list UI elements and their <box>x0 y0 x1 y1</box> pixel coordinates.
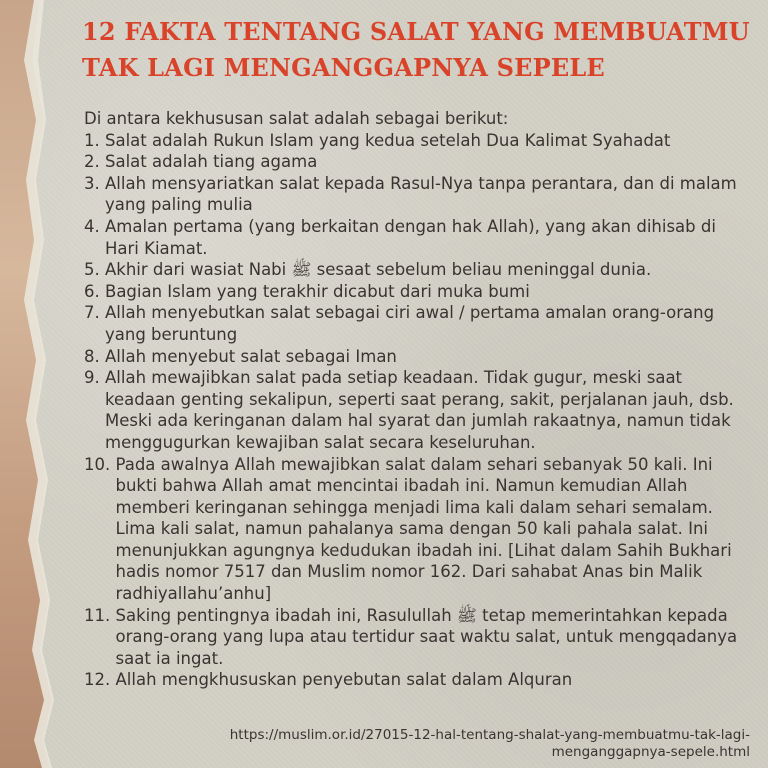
item-text: Pada awalnya Allah mewajibkan salat dalam sehari sebanyak 50 kali. Ini bukti bahwa Allah amat mencintai ibadah ini. Namun kemudian Allah memberi keringanan sehingga menjadi lima kali dalam sehari semalam. Lima kali salat, namun pahalanya sama dengan 50 kali pahala salat. Ini menunjukkan agungnya kedudukan ibadah ini. [Lihat dalam Sahih Bukhari hadis nomor 7517 dan Muslim nomor 162. Dari sahabat Anas bin Malik radhiyallahu’anhu] <box>115 454 732 604</box>
item-number: 12. <box>84 670 116 690</box>
title-line-2: TAK LAGI MENGANGGAPNYA SEPELE <box>82 53 605 82</box>
list-item <box>84 367 744 453</box>
item-text: Amalan pertama (yang berkaitan dengan hak Allah), yang akan dihisab di Hari Kiamat. <box>105 216 716 258</box>
list-item <box>84 130 744 152</box>
item-number: 2. <box>84 152 105 172</box>
intro-text: Di antara kekhususan salat adalah sebagai berikut: <box>84 109 509 128</box>
list-item <box>84 173 744 216</box>
item-text: Akhir dari wasiat Nabi ﷺ sesaat sebelum beliau meninggal dunia. <box>105 260 652 280</box>
page-title <box>82 14 762 86</box>
item-number: 8. <box>84 346 105 366</box>
item-text: Salat adalah tiang agama <box>105 152 318 172</box>
source-url-line-2: menganggapnya-sepele.html <box>551 744 750 760</box>
list-item <box>84 281 744 303</box>
source-url-line-1: https://muslim.or.id/27015-12-hal-tentang-shalat-yang-membuatmu-tak-lagi- <box>229 727 750 743</box>
item-number: 4. <box>84 216 105 236</box>
item-text: Allah mensyariatkan salat kepada Rasul-Nya tanpa perantara, dan di malam yang paling mulia <box>105 173 737 215</box>
item-text: Allah mengkhususkan penyebutan salat dalam Alquran <box>115 670 573 690</box>
list-item <box>84 346 744 368</box>
item-text: Allah mewajibkan salat pada setiap keadaan. Tidak gugur, meski saat keadaan genting sekalipun, seperti saat perang, sakit, perjalanan jauh, dsb. Meski ada keringanan dalam hal syarat dan jumlah rakaatnya, namun tidak menggugurkan kewajiban salat secara keseluruhan. <box>105 368 734 452</box>
list-item <box>84 605 744 670</box>
list-item <box>84 216 744 259</box>
list-item <box>84 259 744 281</box>
item-text: Saking pentingnya ibadah ini, Rasulullah ﷺ tetap memerintahkan kepada orang-orang yang lupa atau tertidur saat waktu salat, untuk mengqadanya saat ia ingat. <box>115 605 738 668</box>
list-item <box>84 302 744 345</box>
source-url <box>230 727 750 761</box>
item-number: 11. <box>84 605 116 625</box>
item-text: Allah menyebutkan salat sebagai ciri awal / pertama amalan orang-orang yang beruntung <box>105 303 715 344</box>
list-item <box>84 669 744 691</box>
fact-list <box>84 108 744 691</box>
item-text: Salat adalah Rukun Islam yang kedua setelah Dua Kalimat Syahadat <box>105 130 671 150</box>
item-text: Allah menyebut salat sebagai Iman <box>105 346 397 366</box>
list-item <box>84 151 744 173</box>
item-number: 9. <box>84 368 105 388</box>
item-number: 7. <box>84 303 105 323</box>
item-text: Bagian Islam yang terakhir dicabut dari muka bumi <box>105 281 530 301</box>
title-line-1: 12 FAKTA TENTANG SALAT YANG MEMBUATMU <box>82 17 750 46</box>
item-number: 6. <box>84 281 105 301</box>
item-number: 5. <box>84 260 105 280</box>
list-item <box>84 454 744 605</box>
item-number: 10. <box>84 454 116 474</box>
item-number: 1. <box>84 130 105 150</box>
item-number: 3. <box>84 173 105 193</box>
